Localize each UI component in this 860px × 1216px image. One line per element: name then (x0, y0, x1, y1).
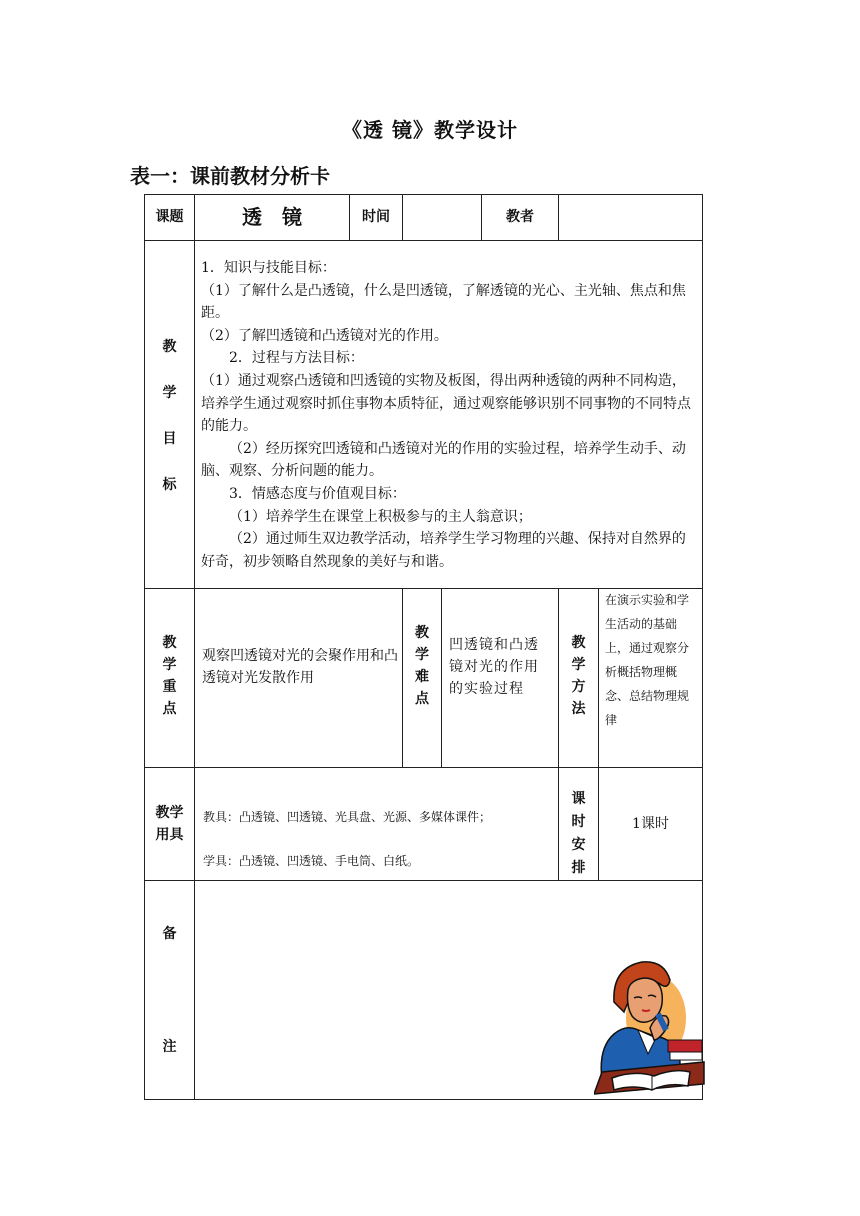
analysis-table (144, 194, 703, 1100)
objective-line: （1）了解什么是凸透镜，什么是凹透镜，了解透镜的光心、主光轴、焦点和焦距。 (201, 282, 686, 322)
topic-value: 透 镜 (242, 205, 302, 229)
student-tools: 学具：凸透镜、凹透镜、手电筒、白纸。 (203, 854, 420, 868)
thinking-woman-reading-icon (594, 954, 706, 1100)
objective-line: （2）经历探究凹透镜和凸透镜对光的作用的实验过程，培养学生动手、动脑、观察、分析问题的能力。 (201, 440, 686, 480)
topic-label: 课题 (155, 209, 184, 225)
table-title: 表一：课前教材分析卡 (130, 164, 330, 188)
remarks-label-bottom: 注 (162, 1039, 177, 1055)
difficulty-label: 教 学 难 点 (415, 625, 429, 707)
document-title: 《透 镜》教学设计 (342, 118, 518, 142)
time-label: 时间 (362, 209, 390, 225)
objectives-content (201, 257, 697, 573)
objective-line: （1）通过观察凸透镜和凹透镜的实物及板图，得出两种透镜的两种不同构造，培养学生通过观察时抓住事物本质特征，通过观察能够识别不同事物的不同特点的能力。 (201, 372, 691, 435)
tools-label: 教学 用具 (155, 805, 184, 843)
difficulty-text: 凹透镜和凸透镜对光的作用的实验过程 (449, 637, 539, 697)
objective-line: 3．情感态度与价值观目标： (229, 485, 406, 502)
objective-line: （2）通过师生双边教学活动，培养学生学习物理的兴趣、保持对自然界的好奇，初步领略自然现象的美好与和谐。 (201, 531, 686, 570)
method-label: 教 学 方 法 (571, 635, 586, 717)
teacher-tools: 教具：凸透镜、凹透镜、光具盘、光源、多媒体课件； (203, 810, 492, 824)
key-points-text: 观察凹透镜对光的会聚作用和凸透镜对光发散作用 (202, 648, 398, 686)
objective-line: 1．知识与技能目标： (201, 260, 336, 276)
teacher-label: 教者 (506, 209, 534, 225)
schedule-label: 课 时 安 排 (571, 791, 586, 876)
objective-line: （1）培养学生在课堂上积极参与的主人翁意识； (229, 508, 532, 525)
key-points-label: 教 学 重 点 (162, 635, 177, 717)
schedule-value: 1课时 (632, 816, 669, 832)
objectives-label: 教 学 目 标 (162, 339, 177, 493)
objective-line: （2）了解凹透镜和凸透镜对光的作用。 (201, 327, 448, 344)
objective-line: 2．过程与方法目标： (229, 350, 364, 367)
method-text: 在演示实验和学生活动的基础上，通过观察分析概括物理概念、总结物理规律 (605, 593, 690, 727)
remarks-label-top: 备 (162, 926, 177, 942)
